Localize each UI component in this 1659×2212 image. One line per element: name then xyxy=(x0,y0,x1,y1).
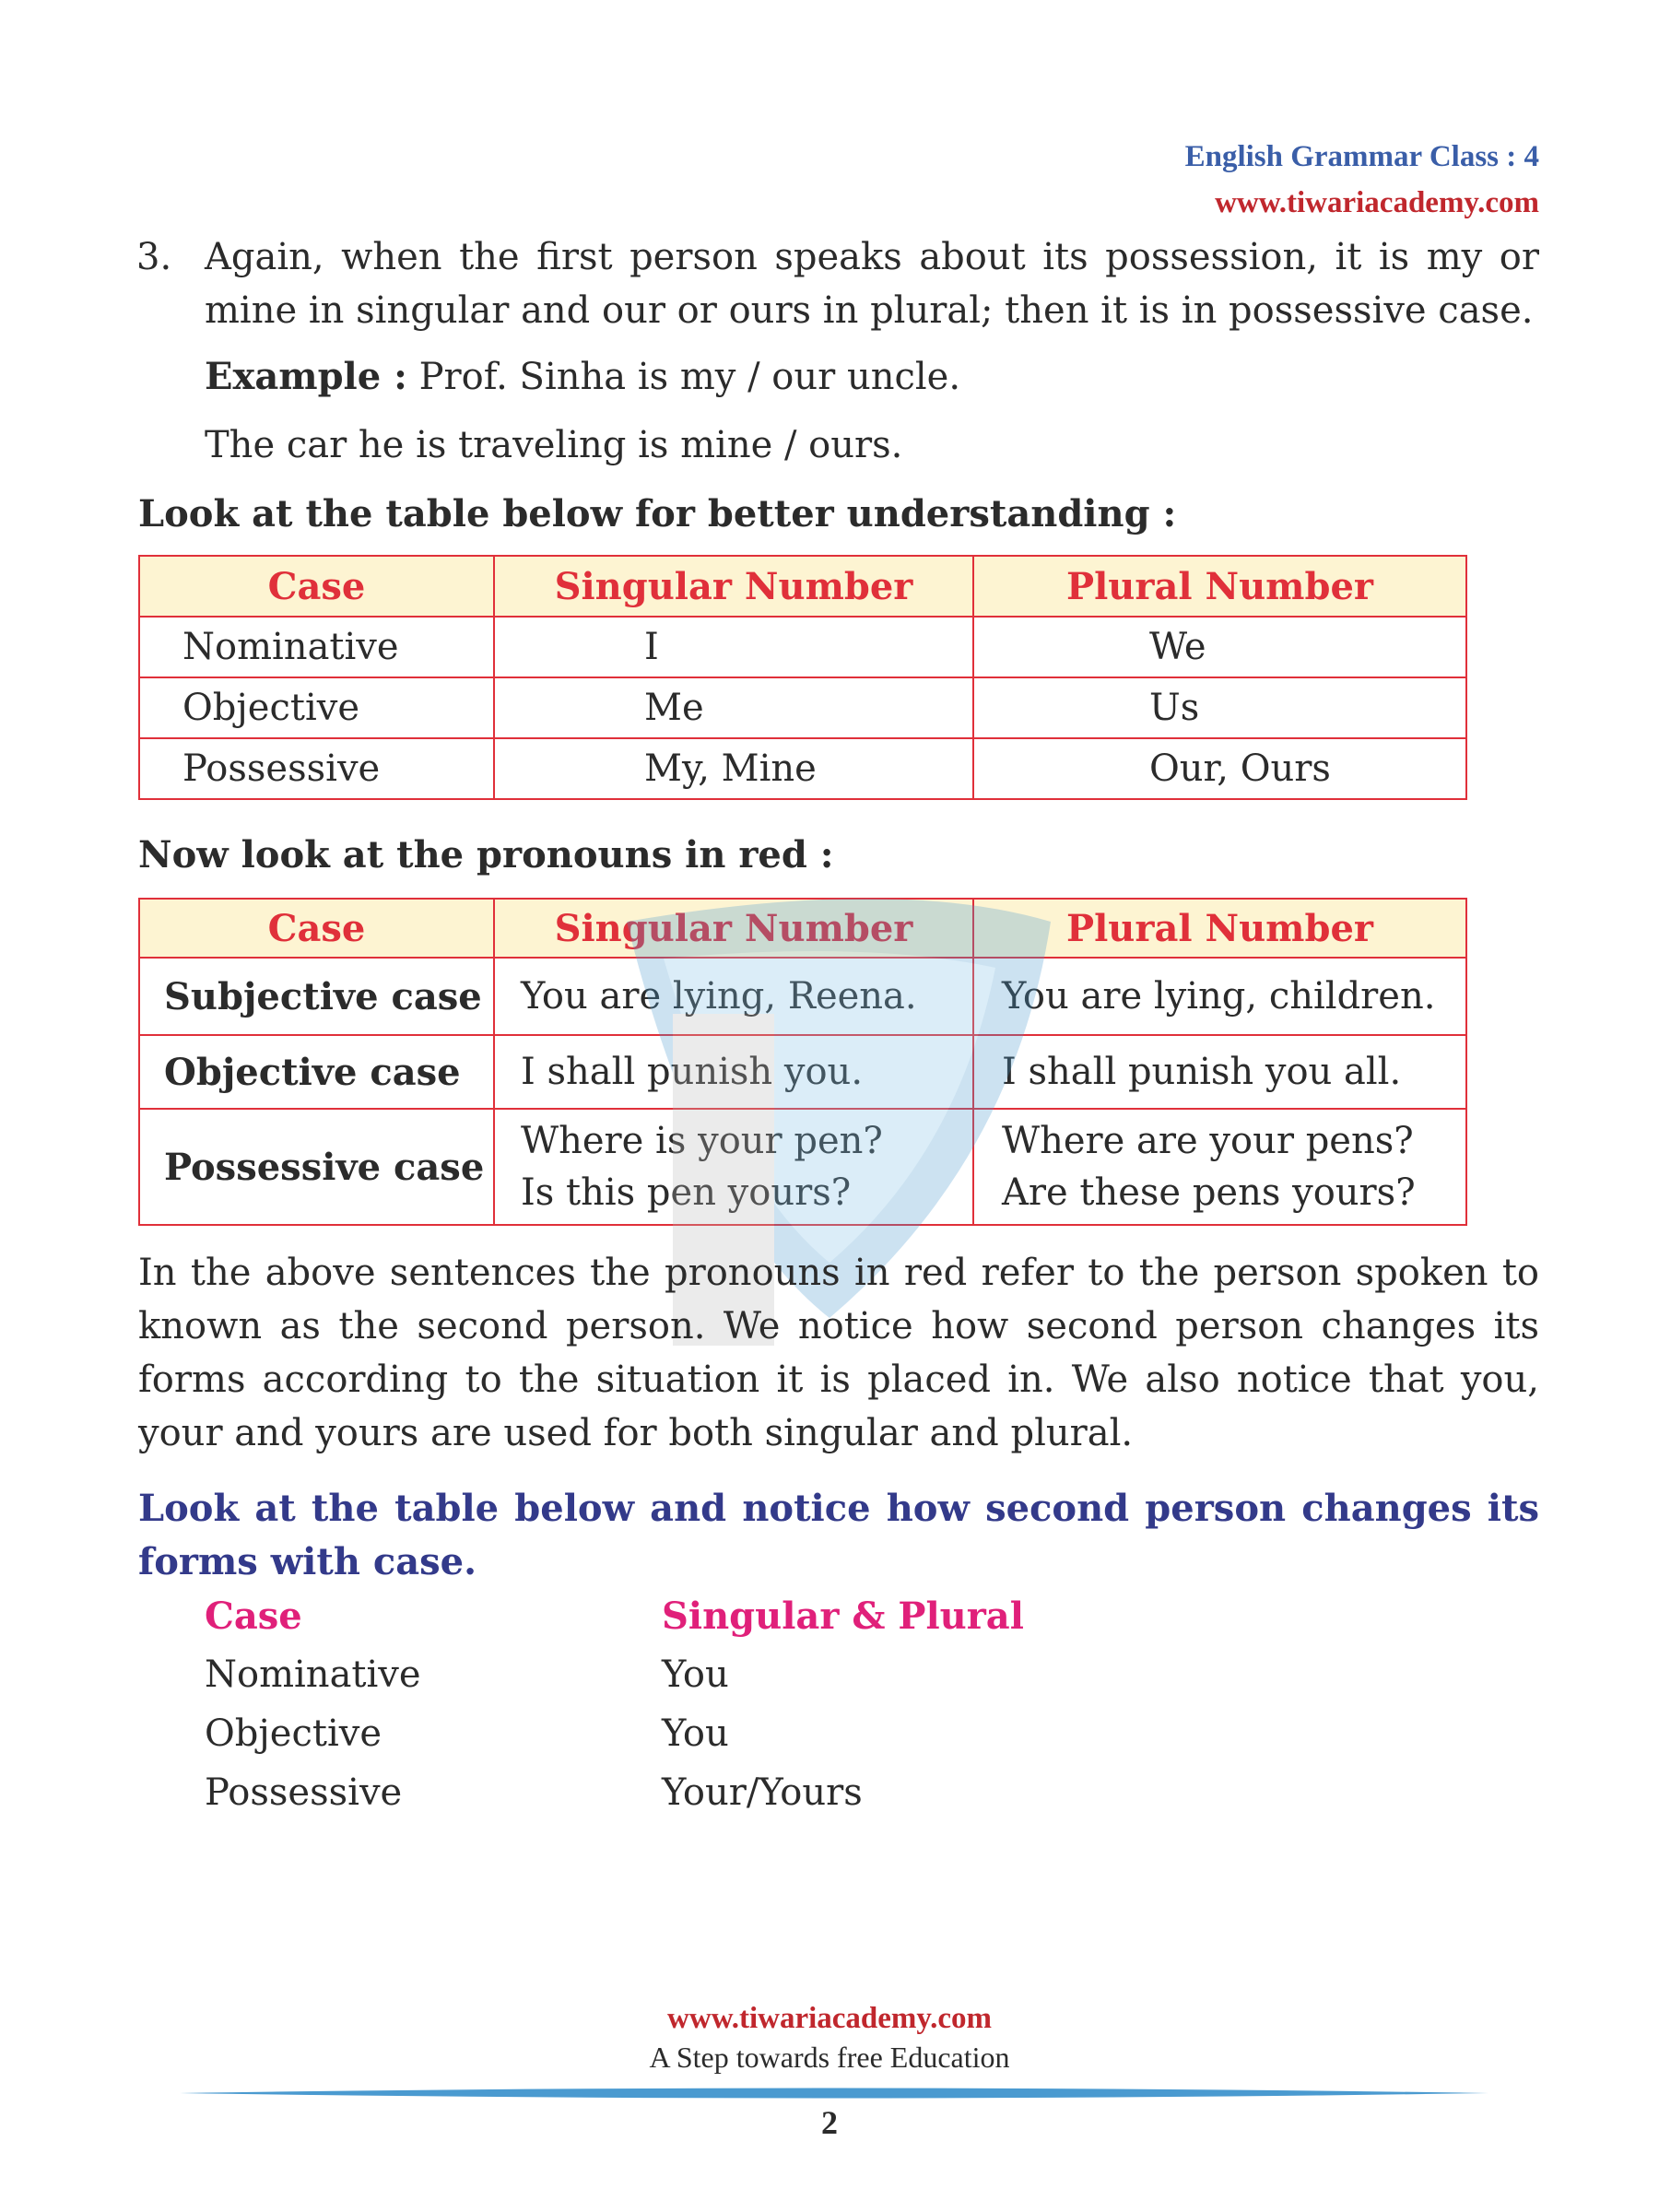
point-number: 3. xyxy=(136,236,172,278)
paragraph-line2: known as the second person. We notice how second person changes its xyxy=(138,1305,1539,1347)
header-url[interactable]: www.tiwariacademy.com xyxy=(1215,186,1539,219)
table2-header-row xyxy=(139,899,1466,958)
cell-line: Where is your pen? xyxy=(521,1120,883,1162)
table-cell: You are lying, Reena. xyxy=(494,958,973,1035)
table3-case-nominative: Nominative xyxy=(205,1653,421,1696)
table2 xyxy=(138,898,1467,1226)
table-row xyxy=(139,617,1466,677)
table2-header-plural: Plural Number xyxy=(973,899,1466,958)
footer-url[interactable]: www.tiwariacademy.com xyxy=(667,2002,992,2035)
table2-heading: Now look at the pronouns in red : xyxy=(138,833,834,877)
table1-header-row xyxy=(139,556,1466,617)
table3-value: Your/Yours xyxy=(662,1771,863,1814)
header-title: English Grammar Class : 4 xyxy=(1184,140,1539,173)
footer-divider xyxy=(180,2085,1488,2101)
footer-tagline: A Step towards free Education xyxy=(649,2041,1010,2074)
table-cell: Objective case xyxy=(139,1035,494,1109)
table-cell xyxy=(494,1109,973,1225)
table-cell: My, Mine xyxy=(494,738,973,799)
table-row xyxy=(139,738,1466,799)
table3-header-case: Case xyxy=(205,1594,302,1638)
cell-line: Where are your pens? xyxy=(1002,1120,1414,1162)
table-cell: Us xyxy=(973,677,1466,738)
point3-line2: mine in singular and our or ours in plural; then it is in possessive case. xyxy=(205,289,1534,332)
table-row xyxy=(139,677,1466,738)
paragraph-line4: your and yours are used for both singular and plural. xyxy=(138,1412,1134,1454)
table-row xyxy=(139,1109,1466,1225)
example-label: Example : xyxy=(205,355,407,398)
table1-header-case: Case xyxy=(139,556,494,617)
table-cell: You are lying, children. xyxy=(973,958,1466,1035)
table3-case-objective: Objective xyxy=(205,1712,382,1755)
table-cell: Subjective case xyxy=(139,958,494,1035)
table2-header-case: Case xyxy=(139,899,494,958)
table3-heading-line1: Look at the table below and notice how second person changes its xyxy=(138,1487,1539,1530)
table-cell: We xyxy=(973,617,1466,677)
table3-header-singular-plural: Singular & Plural xyxy=(662,1594,1024,1638)
paragraph-line3: forms according to the situation it is placed in. We also notice that you, xyxy=(138,1359,1539,1401)
table-cell: Nominative xyxy=(139,617,494,677)
point3-line1: Again, when the first person speaks about its possession, it is my or xyxy=(205,236,1539,278)
table3-case-possessive: Possessive xyxy=(205,1771,403,1814)
table-cell: Our, Ours xyxy=(973,738,1466,799)
table-cell: Possessive xyxy=(139,738,494,799)
table-cell: Objective xyxy=(139,677,494,738)
table-cell xyxy=(973,1109,1466,1225)
table3-heading-line2: forms with case. xyxy=(138,1540,477,1583)
table1-heading: Look at the table below for better understanding : xyxy=(138,492,1177,535)
table3-value: You xyxy=(662,1653,729,1696)
table2-header-singular: Singular Number xyxy=(494,899,973,958)
table-cell: Possessive case xyxy=(139,1109,494,1225)
table3-value: You xyxy=(662,1712,729,1755)
cell-line: Are these pens yours? xyxy=(1002,1171,1416,1214)
table1-header-plural: Plural Number xyxy=(973,556,1466,617)
page-number: 2 xyxy=(821,2104,838,2141)
paragraph-line1: In the above sentences the pronouns in red refer to the person spoken to xyxy=(138,1252,1539,1294)
table-cell: Me xyxy=(494,677,973,738)
example-line2: The car he is traveling is mine / ours. xyxy=(205,424,903,466)
table-cell: I shall punish you. xyxy=(494,1035,973,1109)
example-text: Prof. Sinha is my / our uncle. xyxy=(418,356,961,398)
table-row xyxy=(139,958,1466,1035)
table-row xyxy=(139,1035,1466,1109)
table-cell: I shall punish you all. xyxy=(973,1035,1466,1109)
cell-line: Is this pen yours? xyxy=(521,1171,852,1214)
table-cell: I xyxy=(494,617,973,677)
example-line xyxy=(205,350,960,404)
table1-header-singular: Singular Number xyxy=(494,556,973,617)
table1 xyxy=(138,555,1467,800)
